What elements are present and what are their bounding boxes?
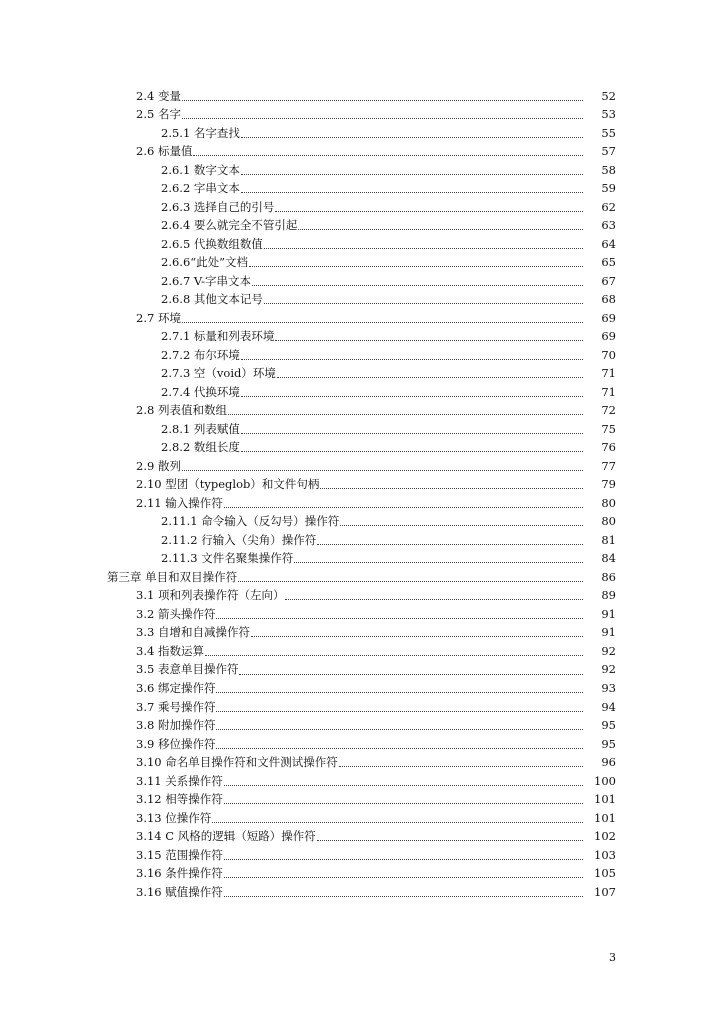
toc-entry-title: 2.6 标量值	[136, 144, 193, 159]
toc-entry-page: 71	[601, 366, 616, 381]
dot-leader	[224, 784, 583, 786]
toc-entry-page: 52	[601, 88, 616, 103]
dot-leader	[216, 747, 583, 749]
dot-leader	[298, 228, 583, 230]
toc-entry	[0, 828, 724, 847]
toc-entry-title: 2.6.5 代换数组数值	[161, 236, 263, 251]
toc-entry-title: 2.9 散列	[136, 458, 181, 473]
dot-leader	[212, 821, 583, 823]
toc-entry	[0, 494, 724, 513]
dot-leader	[216, 710, 583, 712]
toc-entry	[0, 383, 724, 402]
toc-entry	[0, 883, 724, 902]
toc-entry	[0, 865, 724, 884]
toc-entry	[0, 143, 724, 162]
toc-entry	[0, 772, 724, 791]
dot-leader	[294, 561, 583, 563]
toc-entry-page: 80	[601, 495, 616, 510]
toc-entry	[0, 550, 724, 569]
toc-entry	[0, 87, 724, 106]
dot-leader	[239, 673, 583, 675]
toc-entry	[0, 531, 724, 550]
toc-entry-page: 76	[601, 440, 616, 455]
toc-entry	[0, 698, 724, 717]
toc-entry-title: 2.6.3 选择自己的引号	[161, 199, 275, 214]
toc-entry	[0, 680, 724, 699]
toc-entry-page: 95	[601, 736, 616, 751]
toc-entry	[0, 402, 724, 421]
toc-entry-title: 3.14 C 风格的逻辑（短路）操作符	[136, 829, 316, 844]
toc-entry	[0, 457, 724, 476]
toc-entry-page: 95	[601, 718, 616, 733]
dot-leader	[264, 247, 583, 249]
toc-entry	[0, 791, 724, 810]
dot-leader	[340, 524, 583, 526]
toc-entry-page: 69	[601, 310, 616, 325]
toc-entry	[0, 309, 724, 328]
toc-entry-page: 107	[594, 884, 616, 899]
toc-entry-page: 79	[601, 477, 616, 492]
toc-entry-title: 2.6.6“此处”文档	[161, 255, 249, 270]
toc-entry-page: 55	[601, 125, 616, 140]
toc-entry-page: 92	[601, 643, 616, 658]
dot-leader	[193, 154, 583, 156]
toc-entry-page: 62	[601, 199, 616, 214]
toc-entry	[0, 642, 724, 661]
toc-entry-page: 84	[601, 551, 616, 566]
toc-entry	[0, 439, 724, 458]
toc-entry	[0, 568, 724, 587]
dot-leader	[224, 876, 583, 878]
toc-entry-page: 86	[601, 569, 616, 584]
toc-entry	[0, 476, 724, 495]
toc-entry-title: 2.7 环境	[136, 310, 181, 325]
dot-leader	[224, 858, 583, 860]
toc-entry-page: 64	[601, 236, 616, 251]
toc-entry-title: 2.5.1 名字查找	[161, 125, 240, 140]
toc-entry-title: 2.6.4 要么就完全不管引起	[161, 218, 298, 233]
dot-leader	[182, 469, 583, 471]
toc-entry-title: 2.6.1 数字文本	[161, 162, 240, 177]
dot-leader	[182, 99, 583, 101]
toc-entry-page: 103	[594, 847, 616, 862]
toc-entry-title: 3.13 位操作符	[136, 810, 212, 825]
toc-entry	[0, 217, 724, 236]
toc-entry	[0, 254, 724, 273]
toc-entry	[0, 106, 724, 125]
toc-entry	[0, 735, 724, 754]
toc-entry	[0, 717, 724, 736]
toc-entry	[0, 161, 724, 180]
toc-entry-title: 2.6.8 其他文本记号	[161, 292, 263, 307]
toc-entry-title: 3.15 范围操作符	[136, 847, 223, 862]
toc-entry-page: 91	[601, 606, 616, 621]
dot-leader	[241, 173, 583, 175]
toc-entry-page: 67	[601, 273, 616, 288]
toc-entry-page: 57	[601, 144, 616, 159]
toc-entry-title: 第三章 单目和双目操作符	[107, 569, 238, 584]
toc-entry-title: 2.7.1 标量和列表环境	[161, 329, 275, 344]
dot-leader	[317, 839, 583, 841]
dot-leader	[241, 136, 583, 138]
toc-entry	[0, 346, 724, 365]
toc-entry-page: 96	[601, 755, 616, 770]
toc-entry-page: 94	[601, 699, 616, 714]
dot-leader	[277, 376, 583, 378]
toc-entry-title: 3.3 自增和自减操作符	[136, 625, 250, 640]
dot-leader	[251, 635, 583, 637]
toc-entry-title: 2.6.2 字串文本	[161, 181, 240, 196]
toc-entry-page: 91	[601, 625, 616, 640]
toc-entry-page: 81	[601, 532, 616, 547]
toc-entry	[0, 420, 724, 439]
toc-entry	[0, 846, 724, 865]
toc-entry-title: 3.6 绑定操作符	[136, 681, 216, 695]
toc-entry-title: 3.2 箭头操作符	[136, 606, 216, 621]
dot-leader	[241, 395, 583, 397]
toc-entry	[0, 661, 724, 680]
toc-entry-page: 102	[594, 829, 616, 844]
toc-entry-title: 3.8 附加操作符	[136, 718, 216, 733]
toc-entry-title: 2.5 名字	[136, 107, 181, 122]
toc-entry-page: 53	[601, 107, 616, 122]
toc-entry-title: 2.7.4 代换环境	[161, 384, 240, 399]
dot-leader	[339, 765, 583, 767]
toc-entry-title: 2.11.1 命令输入（反勾号）操作符	[161, 514, 340, 529]
dot-leader	[285, 598, 583, 600]
table-of-contents	[0, 87, 724, 902]
toc-entry-page: 89	[601, 588, 616, 603]
toc-entry-page: 59	[601, 181, 616, 196]
toc-entry-title: 2.8 列表值和数组	[136, 403, 227, 418]
toc-entry-title: 2.4 变量	[136, 88, 181, 103]
dot-leader	[182, 321, 583, 323]
toc-entry-title: 3.9 移位操作符	[136, 736, 216, 751]
toc-entry-page: 101	[594, 810, 616, 825]
toc-entry	[0, 272, 724, 291]
toc-entry-title: 3.16 条件操作符	[136, 866, 223, 881]
toc-entry-title: 2.8.1 列表赋值	[161, 421, 240, 436]
toc-entry	[0, 124, 724, 143]
dot-leader	[320, 487, 583, 489]
toc-entry-page: 69	[601, 329, 616, 344]
toc-entry-title: 3.5 表意单目操作符	[136, 662, 239, 677]
dot-leader	[216, 728, 583, 730]
dot-leader	[216, 617, 583, 619]
toc-entry-page: 63	[601, 218, 616, 233]
dot-leader	[182, 117, 583, 119]
dot-leader	[228, 413, 583, 415]
toc-entry-page: 77	[601, 458, 616, 473]
toc-entry	[0, 328, 724, 347]
toc-entry-page: 65	[601, 255, 616, 270]
dot-leader	[249, 265, 583, 267]
dot-leader	[241, 450, 583, 452]
toc-entry	[0, 291, 724, 310]
dot-leader	[238, 580, 583, 582]
toc-entry-title: 2.11 输入操作符	[136, 495, 223, 510]
toc-entry-title: 2.11.3 文件名聚集操作符	[161, 551, 294, 566]
dot-leader	[224, 895, 583, 897]
toc-entry	[0, 513, 724, 532]
toc-entry	[0, 198, 724, 217]
toc-entry-title: 2.11.2 行输入（尖角）操作符	[161, 532, 317, 547]
toc-entry-page: 58	[601, 162, 616, 177]
page-number: 3	[609, 951, 616, 964]
toc-entry	[0, 809, 724, 828]
toc-entry-title: 2.7.2 布尔环境	[161, 347, 240, 362]
toc-entry-title: 3.10 命名单目操作符和文件测试操作符	[136, 755, 338, 770]
toc-entry-title: 2.6.7 V-字串文本	[161, 273, 252, 288]
toc-entry	[0, 754, 724, 773]
toc-entry-title: 3.4 指数运算	[136, 643, 204, 658]
toc-entry-title: 2.8.2 数组长度	[161, 440, 240, 455]
toc-entry-page: 105	[594, 866, 616, 881]
toc-entry-page: 101	[594, 792, 616, 807]
toc-entry-title: 3.7 乘号操作符	[136, 699, 216, 714]
toc-entry-title: 3.16 赋值操作符	[136, 884, 223, 899]
toc-entry-page: 80	[601, 514, 616, 529]
toc-entry	[0, 587, 724, 606]
toc-entry-page: 92	[601, 662, 616, 677]
toc-entry-page: 72	[601, 403, 616, 418]
dot-leader	[275, 339, 583, 341]
dot-leader	[241, 191, 583, 193]
dot-leader	[224, 802, 583, 804]
dot-leader	[252, 284, 583, 286]
toc-entry-page: 70	[601, 347, 616, 362]
dot-leader	[205, 654, 583, 656]
dot-leader	[275, 210, 583, 212]
dot-leader	[216, 691, 583, 693]
toc-entry	[0, 605, 724, 624]
toc-entry	[0, 180, 724, 199]
toc-entry	[0, 235, 724, 254]
dot-leader	[241, 358, 583, 360]
toc-entry-title: 3.12 相等操作符	[136, 792, 223, 807]
toc-entry	[0, 624, 724, 643]
dot-leader	[241, 432, 583, 434]
toc-entry-page: 71	[601, 384, 616, 399]
toc-entry	[0, 365, 724, 384]
toc-entry-page: 93	[601, 681, 616, 695]
dot-leader	[224, 506, 583, 508]
toc-entry-title: 2.7.3 空（void）环境	[161, 366, 276, 381]
dot-leader	[317, 543, 583, 545]
toc-entry-title: 3.1 项和列表操作符（左向）	[136, 588, 285, 603]
toc-entry-title: 2.10 型团（typeglob）和文件句柄	[136, 477, 320, 492]
toc-entry-page: 100	[594, 773, 616, 788]
toc-entry-title: 3.11 关系操作符	[136, 773, 223, 788]
toc-entry-page: 68	[601, 292, 616, 307]
toc-entry-page: 75	[601, 421, 616, 436]
dot-leader	[264, 302, 583, 304]
